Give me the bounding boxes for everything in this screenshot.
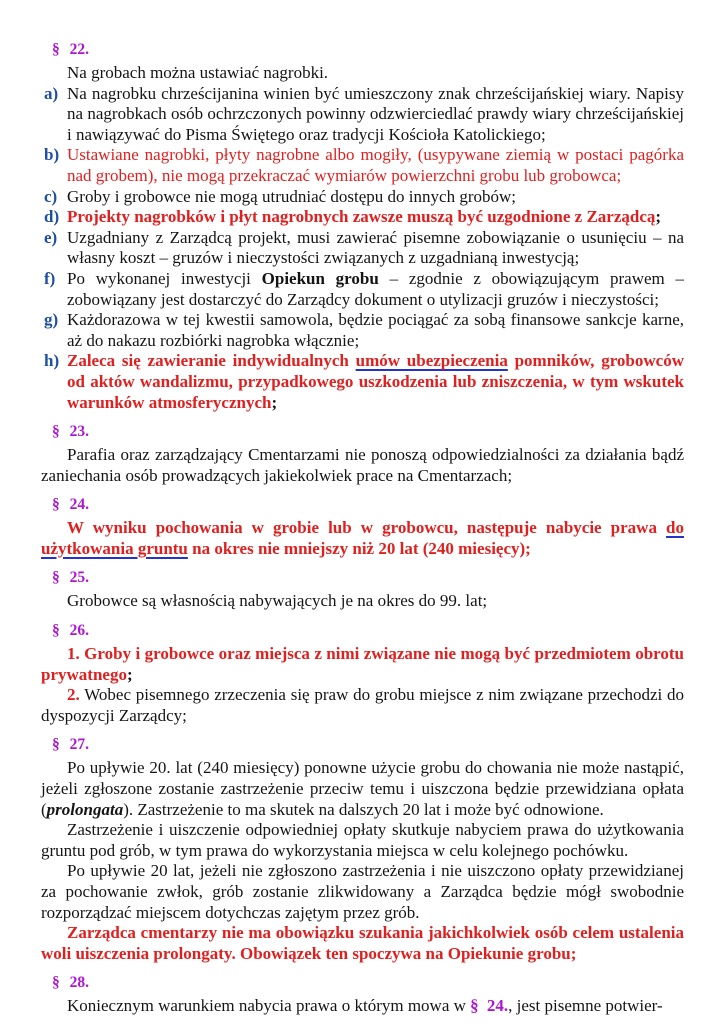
item-number-2: 2. (67, 685, 80, 705)
item-text-1: Groby i grobowce oraz miejsca z nimi związane nie mogą być przedmiotem obrotu prywatnego (41, 644, 684, 684)
list-item-a (41, 84, 684, 146)
section-24 (41, 495, 684, 559)
paragraph-26-1 (41, 644, 684, 685)
item-tail-1: ; (126, 664, 133, 684)
paragraph-24-pre: W wyniku pochowania w grobie lub w grobowcu, następuje nabycie prawa (67, 518, 667, 538)
section-heading-26: § 26. (52, 622, 89, 640)
item-text-2: Wobec pisemnego zrzeczenia się praw do grobu miejsce z nim związane przechodzi do dyspozycji Zarządcy; (41, 685, 684, 725)
section-heading-25: § 25. (52, 569, 89, 587)
paragraph-28 (41, 996, 684, 1017)
item-text-h-pre: Zaleca się zawieranie indywidualnych (67, 351, 356, 371)
paragraph-27-1-pre: Po upływie 20. lat (240 miesięcy) ponowne użycie grobu do chowania nie może nastąpić, jeżeli zgłoszone zostanie zastrzeżenie przeciw temu i uiszczona będzie przewidziana opłata ( (41, 758, 684, 819)
paragraph-27-1-emphasis: prolongata (46, 799, 124, 819)
section-heading-23: § 23. (52, 423, 89, 441)
item-text-e: Uzgadniany z Zarządcą projekt, musi zawierać pisemne zobowiązanie o usunięciu – na własny koszt – gruzów i nieczystości związanych z uzgadnianą inwestycją; (67, 227, 684, 268)
item-label-d: d) (44, 207, 60, 227)
section-26 (41, 621, 684, 726)
paragraph-24-post: na okres nie mniejszy niż 20 lat (240 miesięcy); (187, 538, 531, 558)
paragraph-27-1 (41, 758, 684, 820)
item-text-f-pre: Po wykonanej inwestycji (67, 268, 262, 288)
item-text-a: Na nagrobku chrześcijanina winien być umieszczony znak chrześcijańskiej wiary. Napisy na nagrobkach osób ochrzczonych powinny odzwierciedlać prawdy wiary chrześcijańskiej i nawiązywać do Pisma Świętego oraz tradycji Kościoła Katolickiego; (67, 83, 684, 144)
paragraph-24 (41, 518, 684, 559)
list-item-c (41, 187, 684, 208)
list-item-h (41, 351, 684, 413)
section-23 (41, 422, 684, 486)
section-27 (41, 735, 684, 964)
list-item-d (41, 207, 684, 228)
item-label-f: f) (44, 268, 56, 288)
item-text-h-underlined: umów ubezpieczenia (355, 351, 508, 371)
item-label-a: a) (44, 83, 59, 103)
paragraph-24-underlined: do użytkowania gruntu (41, 518, 684, 558)
item-text-c: Groby i grobowce nie mogą utrudniać dostępu do innych grobów; (67, 186, 516, 206)
item-text-h-post: pomników, grobowców od aktów wandalizmu, przypadkowego uszkodzenia lub zniszczenia, w tym wskutek warunków atmosferycznych (67, 351, 684, 412)
section-heading-28: § 28. (52, 974, 89, 992)
section-heading-27: § 27. (52, 736, 89, 754)
paragraph-28-pre: Koniecznym warunkiem nabycia prawa o którym mowa w (67, 996, 471, 1016)
item-label-g: g) (44, 310, 59, 330)
item-label-h: h) (44, 351, 60, 371)
list-item-g (41, 310, 684, 351)
paragraph-intro: Na grobach można ustawiać nagrobki. (67, 63, 329, 82)
paragraph-27-2: Zastrzeżenie i uiszczenie odpowiedniej opłaty skutkuje nabyciem prawa do użytkowania gruntu pod grób, w tym prawa do wykorzystania miejsca w celu kolejnego pochówku. (41, 820, 684, 860)
section-heading-22: § 22. (52, 41, 89, 58)
paragraph-28-section-ref: § 24. (470, 996, 509, 1016)
item-text-b: Ustawiane nagrobki, płyty nagrobne albo mogiły, (usypywane ziemią w postaci pagórka nad grobem), nie mogą przekraczać wymiarów powierzchni grobu lub grobowca; (67, 145, 684, 185)
paragraph-28-post: , jest pisemne potwier- (508, 996, 663, 1016)
item-label-c: c) (44, 186, 58, 206)
item-text-d: Projekty nagrobków i płyt nagrobnych zawsze muszą być uzgodnione z Zarządcą (67, 207, 656, 227)
paragraph-23: Parafia oraz zarządzający Cmentarzami nie ponoszą odpowiedzialności za działania bądź zaniechania osób prowadzących jakiekolwiek prace na Cmentarzach; (41, 445, 684, 485)
paragraph-26-2 (41, 685, 684, 726)
item-label-e: e) (44, 227, 58, 247)
item-tail-d: ; (655, 207, 662, 227)
paragraph-27-4: Zarządca cmentarzy nie ma obowiązku szukania jakichkolwiek osób celem ustalenia woli uiszczenia prolongaty. Obowiązek ten spoczywa na Opiekunie grobu; (41, 923, 684, 963)
paragraph-25: Grobowce są własnością nabywających je na okres do 99. lat; (67, 591, 488, 611)
item-text-f-bold: Opiekun grobu (261, 268, 379, 288)
list-item-e (41, 228, 684, 269)
item-text-g: Każdorazowa w tej kwestii samowola, będzie pociągać za sobą finansowe sankcje karne, aż do nakazu rozbiórki nagrobka włącznie; (67, 310, 684, 350)
item-number-1: 1. (67, 644, 80, 664)
section-heading-24: § 24. (52, 496, 89, 514)
list-item-f (41, 269, 684, 310)
section-28 (41, 973, 684, 1017)
section-25 (41, 568, 684, 612)
list-item-b (41, 145, 684, 186)
item-label-b: b) (44, 145, 60, 165)
item-tail-h: ; (271, 392, 278, 412)
section-22 (41, 40, 684, 413)
paragraph-27-3: Po upływie 20 lat, jeżeli nie zgłoszono zastrzeżenia i nie uiszczono opłaty przewidzianej za pochowanie zwłok, grób zostanie zlikwidowany a Zarządca będzie mógł swobodnie rozporządzać miejscem dotychczas zajętym przez grób. (41, 861, 684, 922)
paragraph-27-1-post: ). Zastrzeżenie to ma skutek na dalszych 20 lat i może być odnowione. (123, 799, 604, 819)
item-text-f-post: – zgodnie z obowiązującym prawem – zobowiązany jest dostarczyć do Zarządcy dokument o utylizacji gruzów i nieczystości; (67, 268, 684, 309)
